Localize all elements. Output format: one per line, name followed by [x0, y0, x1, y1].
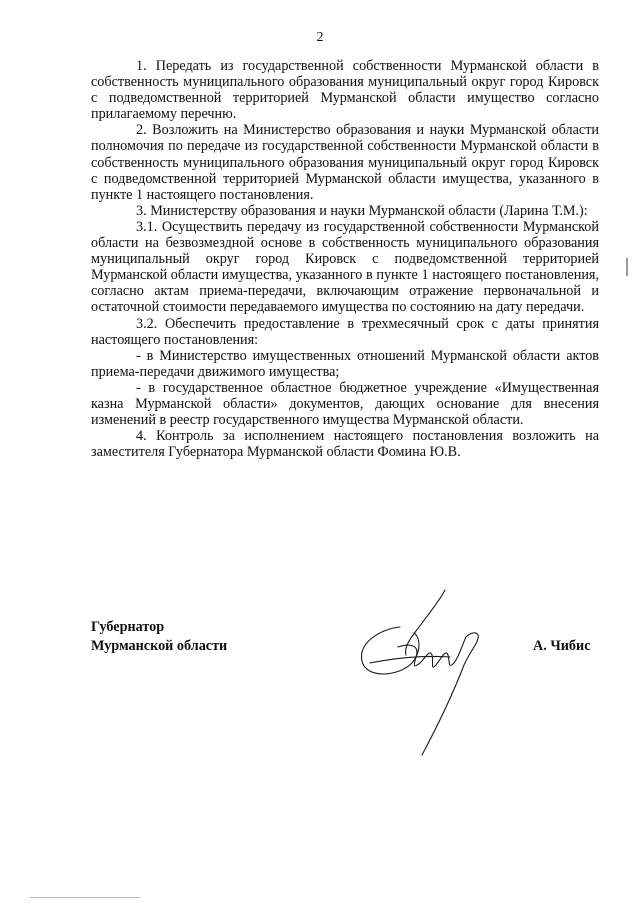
paragraph-2: 2. Возложить на Министерство образования и науки Мурманской области полномочия по передаче из государственной собственности Мурманской области в собственность муниципального образования муниципальный округ город Кировск с подведомственной территорией Мурманской области имущества, указанного в пункте 1 настоящего постановления.: [91, 122, 599, 203]
signatory-name: А. Чибис: [533, 638, 591, 654]
handwritten-signature: [350, 585, 510, 765]
paragraph-3-2: 3.2. Обеспечить предоставление в трехмесячный срок с даты принятия настоящего постановления:: [91, 315, 599, 348]
paragraph-1: 1. Передать из государственной собственности Мурманской области в собственность муниципального образования муниципальный округ город Кировск с подведомственной территорией Мурманской области имущество согласно прилагаемому перечню.: [91, 58, 599, 123]
paragraph-3-1: 3.1. Осуществить передачу из государственной собственности Мурманской области на безвозмездной основе в собственность муниципального образования муниципальный округ город Кировск с подведомственной территорией Мурманской области имущества, указанного в пункте 1 настоящего постановления, согласно актам приема-передачи, включающим отражение первоначальной и остаточной стоимости передаваемого имущества по состоянию на дату передачи.: [91, 218, 599, 316]
paragraph-3-2-item-2: - в государственное областное бюджетное учреждение «Имущественная казна Мурманской области» документов, дающих основание для внесения изменений в реестр государственного имущества Мурманской области.: [91, 379, 599, 429]
signatory-position-line-1: Губернатор: [91, 619, 165, 635]
paragraph-3: 3. Министерству образования и науки Мурманской области (Ларина Т.М.):: [136, 202, 588, 219]
signatory-position-line-2: Мурманской области: [91, 638, 228, 654]
footer-scan-rule: [30, 897, 140, 898]
signatory-position: [91, 618, 227, 656]
margin-scan-mark: [626, 258, 628, 276]
paragraph-3-2-item-1: - в Министерство имущественных отношений Мурманской области актов приема-передачи движимого имущества;: [91, 347, 599, 380]
paragraph-4: 4. Контроль за исполнением настоящего постановления возложить на заместителя Губернатора Мурманской области Фомина Ю.В.: [91, 428, 599, 461]
document-body: [91, 58, 599, 460]
page-number: 2: [316, 30, 324, 45]
